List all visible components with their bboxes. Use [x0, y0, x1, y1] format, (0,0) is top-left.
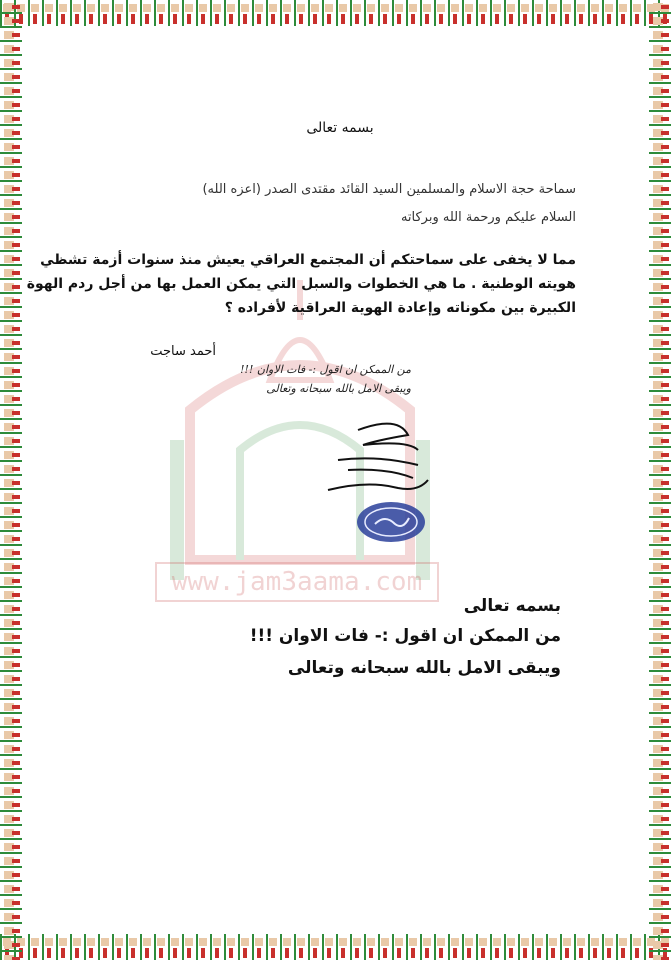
letter-paragraph-line: الكبيرة بين مكوناته وإعادة الهوية العراقية لأفراده ؟	[224, 300, 576, 316]
watermark-url: www.jam3aama.com	[155, 562, 439, 602]
letter-paragraph-line: مما لا يخفى على سماحتكم أن المجتمع العراقي يعيش منذ سنوات أزمة تشظي	[40, 252, 576, 268]
typed-reply-basmala: بسمه تعالى	[463, 596, 561, 616]
letter-paragraph-line: هويته الوطنية . ما هي الخطوات والسبل التي يمكن العمل بها من أجل ردم الهوة	[26, 276, 576, 292]
seal-stamp	[355, 500, 427, 544]
letter-basmala: بسمه تعالى	[306, 120, 374, 136]
letter-greeting: السلام عليكم ورحمة الله وبركاته	[400, 210, 576, 225]
typed-reply-line: ويبقى الامل بالله سبحانه وتعالى	[287, 658, 561, 678]
letter-addressee: سماحة حجة الاسلام والمسلمين السيد القائد مقتدى الصدر (اعزه الله)	[202, 182, 576, 197]
handwritten-reply-line: ويبقى الامل بالله سبحانه وتعالى	[266, 382, 411, 395]
top-border-pattern	[0, 0, 671, 26]
left-border-pattern	[0, 0, 22, 960]
handwritten-signature	[318, 410, 438, 510]
right-border-pattern	[649, 0, 671, 960]
handwritten-reply-line: من الممكن ان اقول :- فات الاوان !!!	[240, 363, 411, 376]
bottom-border-pattern	[0, 934, 671, 960]
letter-sender: أحمد ساجت	[150, 344, 216, 359]
typed-reply-line: من الممكن ان اقول :- فات الاوان !!!	[249, 626, 561, 646]
